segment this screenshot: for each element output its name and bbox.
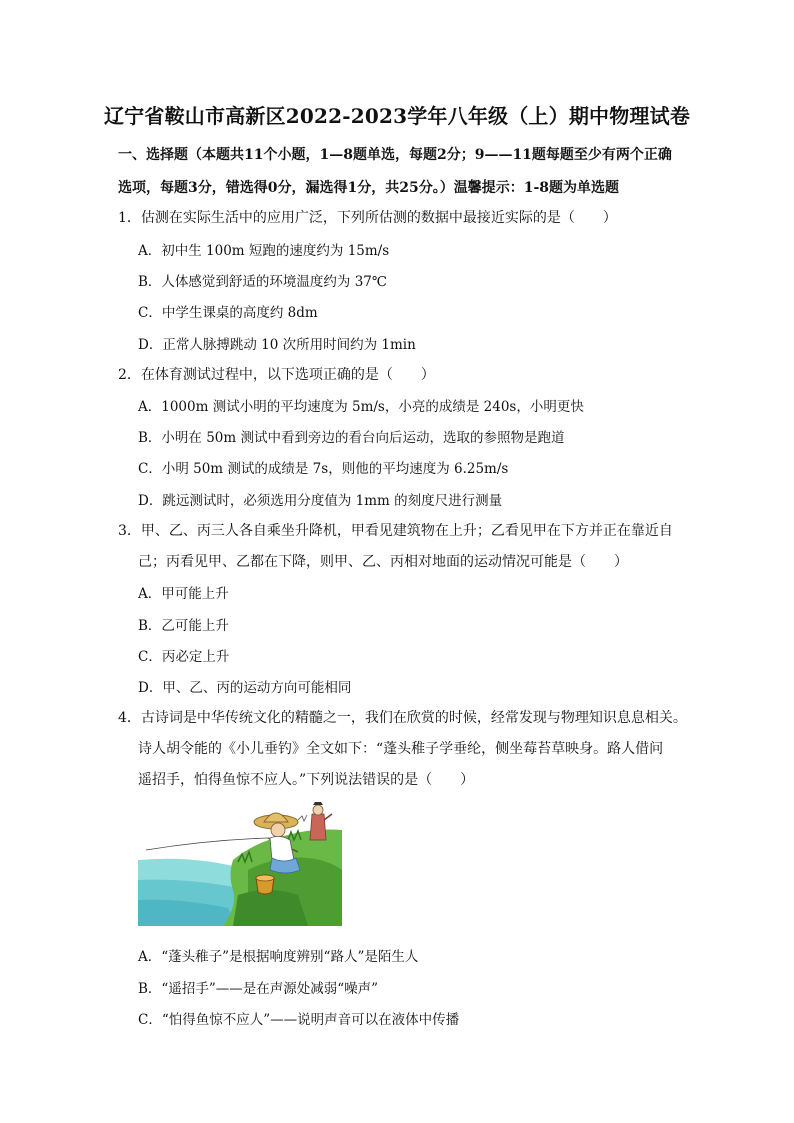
question-4-option-a: A．“蓬头稚子”是根据响度辨别“路人”是陌生人 (138, 949, 419, 965)
section-header-line-2: 选项，每题3分，错选得0分，漏选得1分，共25分。）温馨提示：1-8题为单选题 (118, 180, 619, 196)
question-3-option-d: D．甲、乙、丙的运动方向可能相同 (138, 680, 352, 696)
question-1-option-a: A．初中生 100m 短跑的速度约为 15m/s (138, 243, 390, 259)
exam-title: 辽宁省鞍山市高新区2022-2023学年八年级（上）期中物理试卷 (103, 104, 691, 128)
question-2-option-b: B．小明在 50m 测试中看到旁边的看台向后运动，选取的参照物是跑道 (138, 430, 565, 446)
question-3-stem-line-1: 3．甲、乙、丙三人各自乘坐升降机，甲看见建筑物在上升；乙看见甲在下方并正在靠近自 (118, 523, 673, 539)
question-1-option-d: D．正常人脉搏跳动 10 次所用时间约为 1min (138, 337, 416, 353)
section-header-line-1: 一、选择题（本题共11个小题，1—8题单选，每题2分；9——11题每题至少有两个正确 (118, 147, 672, 163)
question-1-stem: 1．估测在实际生活中的应用广泛，下列所估测的数据中最接近实际的是（ ） (118, 210, 617, 226)
question-4-option-b: B．“遥招手”——是在声源处减弱“噪声” (138, 981, 379, 997)
question-4-stem-line-1: 4．古诗词是中华传统文化的精髓之一，我们在欣赏的时候，经常发现与物理知识息息相关。 (118, 710, 687, 726)
question-3-option-a: A．甲可能上升 (138, 586, 229, 602)
fishing-child-illustration (138, 800, 342, 926)
question-2-stem: 2．在体育测试过程中，以下选项正确的是（ ） (118, 367, 435, 383)
question-4-option-c: C．“怕得鱼惊不应人”——说明声音可以在液体中传播 (138, 1012, 460, 1028)
question-4-stem-line-2: 诗人胡令能的《小儿垂钓》全文如下：“蓬头稚子学垂纶，侧坐莓苔草映身。路人借问 (138, 741, 664, 757)
question-2-option-d: D．跳远测试时，必须选用分度值为 1mm 的刻度尺进行测量 (138, 493, 503, 509)
question-2-option-a: A．1000m 测试小明的平均速度为 5m/s，小亮的成绩是 240s，小明更快 (138, 399, 584, 415)
question-3-option-c: C．丙必定上升 (138, 649, 230, 665)
question-1-option-b: B．人体感觉到舒适的环境温度约为 37℃ (138, 274, 387, 290)
question-3-stem-line-2: 己；丙看见甲、乙都在下降，则甲、乙、丙相对地面的运动情况可能是（ ） (138, 554, 628, 570)
question-3-option-b: B．乙可能上升 (138, 618, 229, 634)
question-4-stem-line-3: 遥招手，怕得鱼惊不应人。”下列说法错误的是（ ） (138, 772, 475, 788)
question-2-option-c: C．小明 50m 测试的成绩是 7s，则他的平均速度为 6.25m/s (138, 461, 509, 477)
question-1-option-c: C．中学生课桌的高度约 8dm (138, 305, 318, 321)
